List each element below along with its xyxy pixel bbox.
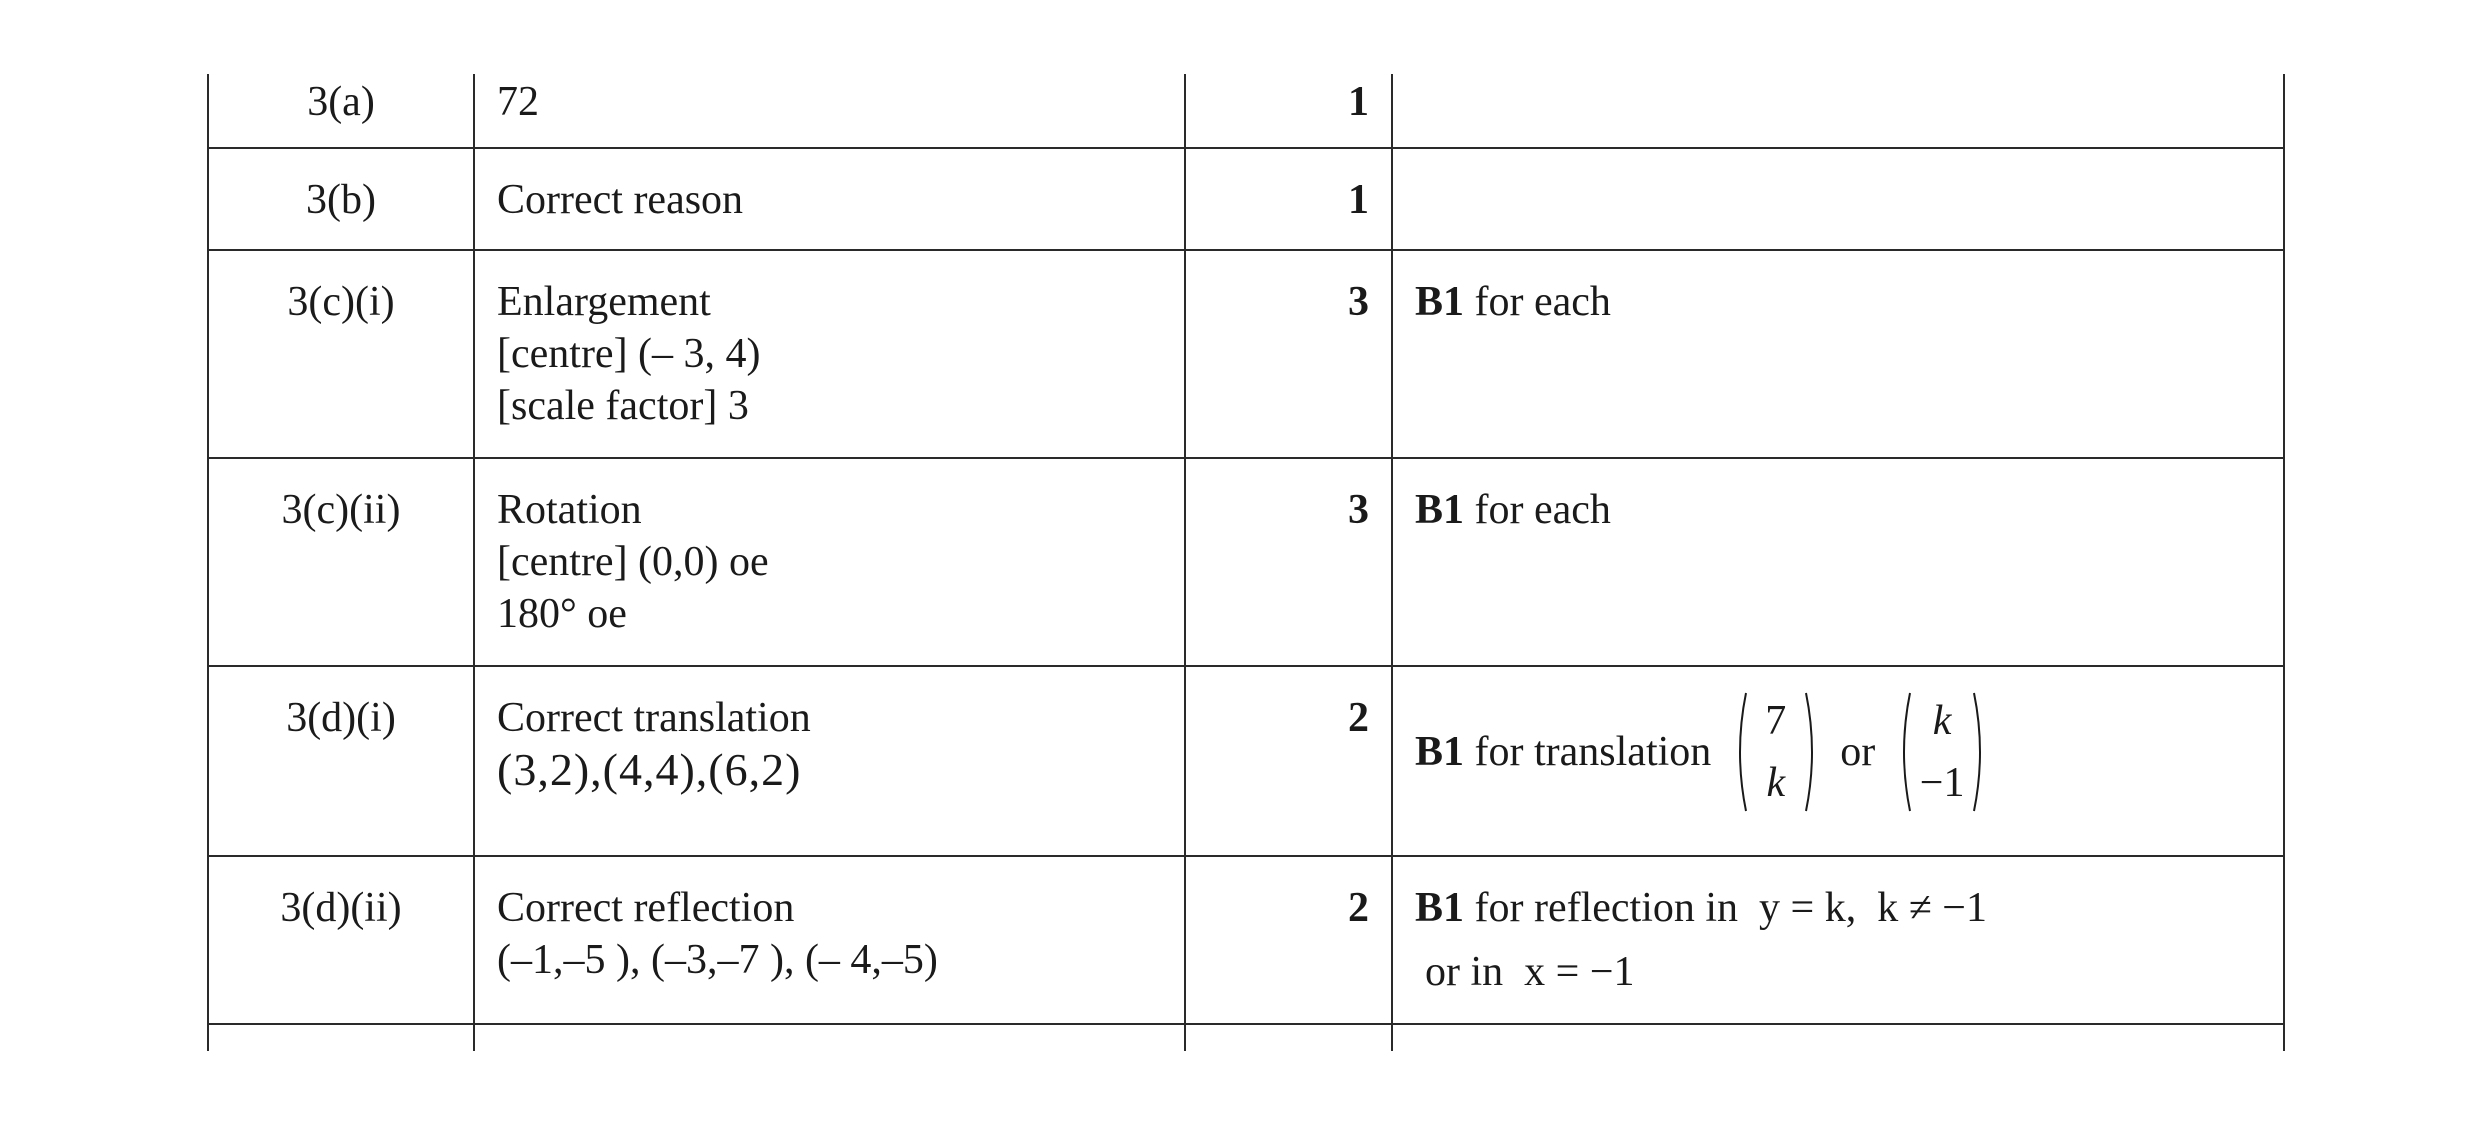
table-row [208, 148, 2284, 250]
answer-line: [scale factor] 3 [497, 383, 749, 429]
notes-cell [1392, 856, 2284, 1024]
answer-cell [474, 1024, 1185, 1051]
note-or: or [1829, 729, 1886, 775]
note-text: for each [1464, 487, 1611, 533]
left-paren-icon [1732, 691, 1748, 813]
marks-cell [1185, 666, 1392, 856]
answer-cell [474, 74, 1185, 148]
notes-cell [1392, 250, 2284, 458]
table-row [208, 666, 2284, 856]
question-number: 3(c)(i) [287, 279, 395, 325]
answer-line: 180° oe [497, 591, 627, 637]
note-mark-code: B1 [1415, 885, 1465, 931]
note-mark-code: B1 [1415, 279, 1465, 325]
notes-cell [1392, 148, 2284, 250]
question-number: 3(b) [306, 177, 376, 223]
answer-line: 72 [497, 79, 539, 125]
marks-cell [1185, 74, 1392, 148]
vector-bottom: k [1766, 760, 1786, 806]
answer-cell [474, 148, 1185, 250]
answer-line: Rotation [497, 487, 642, 533]
marks-cell [1185, 250, 1392, 458]
marks-cell [1185, 1024, 1392, 1051]
marks-cell [1185, 856, 1392, 1024]
question-number: 3(a) [307, 79, 375, 125]
note-text: for translation [1464, 729, 1722, 775]
note-mark-code: B1 [1415, 729, 1465, 775]
answer-cell [474, 250, 1185, 458]
table-row [208, 250, 2284, 458]
answer-line: [centre] (– 3, 4) [497, 331, 761, 377]
question-number: 3(d)(ii) [280, 885, 402, 931]
question-cell [208, 250, 474, 458]
left-paren-icon [1896, 691, 1912, 813]
marks-cell [1185, 458, 1392, 666]
mark-scheme-table [207, 74, 2285, 1051]
answer-line: Correct reflection [497, 885, 795, 931]
note-line [1415, 691, 2283, 813]
note-text: for each [1464, 279, 1611, 325]
notes-cell [1392, 1024, 2284, 1051]
marks-value: 1 [1348, 79, 1369, 125]
answer-coordinates: (–1,–5 ), (–3,–7 ), (– 4,–5) [497, 937, 938, 983]
note-line: or in x = −1 [1425, 949, 1635, 995]
marks-value: 3 [1348, 487, 1369, 533]
vector-top: k [1932, 698, 1952, 744]
answer-cell [474, 458, 1185, 666]
question-cell [208, 666, 474, 856]
question-cell [208, 148, 474, 250]
note-text: for reflection in y = k, k ≠ −1 [1464, 885, 1987, 931]
answer-coordinates: (3,2),(4,4),(6,2) [497, 744, 802, 795]
answer-cell [474, 856, 1185, 1024]
answer-line: Correct translation [497, 695, 811, 741]
vector-top: 7 [1765, 698, 1787, 744]
note-line [1415, 276, 2283, 328]
notes-cell [1392, 458, 2284, 666]
marks-value: 1 [1348, 177, 1369, 223]
marks-value: 3 [1348, 279, 1369, 325]
vector-bottom: −1 [1919, 760, 1965, 806]
answer-line: [centre] (0,0) oe [497, 539, 769, 585]
table-row [208, 856, 2284, 1024]
note-mark-code: B1 [1415, 487, 1465, 533]
table-row [208, 458, 2284, 666]
answer-line: Enlargement [497, 279, 711, 325]
table-row [208, 1024, 2284, 1051]
note-line [1415, 882, 2283, 934]
right-paren-icon [1972, 691, 1988, 813]
answer-cell [474, 666, 1185, 856]
note-line [1415, 484, 2283, 536]
table-row [208, 74, 2284, 148]
marks-value: 2 [1348, 695, 1369, 741]
notes-cell [1392, 74, 2284, 148]
notes-cell [1392, 666, 2284, 856]
question-number: 3(d)(i) [286, 695, 396, 741]
question-cell [208, 1024, 474, 1051]
marks-cell [1185, 148, 1392, 250]
question-number: 3(c)(ii) [281, 487, 401, 533]
question-cell [208, 856, 474, 1024]
column-vector [1732, 691, 1820, 813]
question-cell [208, 458, 474, 666]
question-cell [208, 74, 474, 148]
answer-line: Correct reason [497, 177, 744, 223]
right-paren-icon [1804, 691, 1820, 813]
column-vector [1896, 691, 1989, 813]
marks-value: 2 [1348, 885, 1369, 931]
